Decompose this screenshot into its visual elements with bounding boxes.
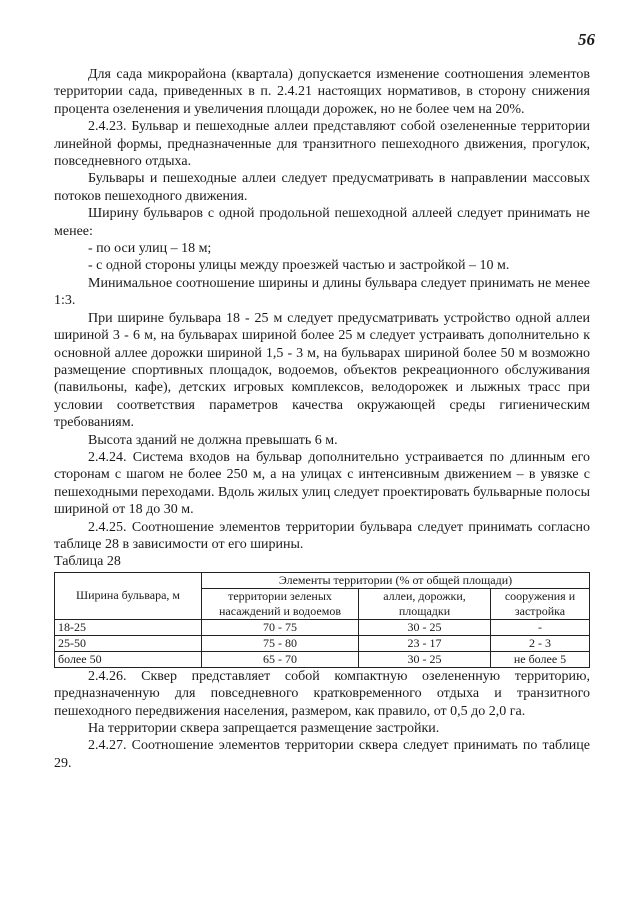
paragraph: 2.4.25. Соотношение элементов территории бульвара следует принимать согласно таблице 28 в зависимости от его ширины. xyxy=(54,519,590,552)
document-body xyxy=(54,66,590,772)
paragraph: Минимальное соотношение ширины и длины бульвара следует принимать не менее 1:3. xyxy=(54,275,590,309)
table-row xyxy=(55,635,590,651)
table-cell: 65 - 70 xyxy=(202,651,359,667)
paragraph: При ширине бульвара 18 - 25 м следует предусматривать устройство одной аллеи шириной 3 - 6 м, на бульварах шириной более 25 м следует устраивать дополнительно к основной аллее дорожки шириной 1,5 - 3 м, на бульварах шириной более 50 м возможно размещение спортивных площадок, водоемов, объектов рекреационного обслуживания (павильоны, кафе), детских игровых комплексов, велодорожек и лыжных трасс при условии соответствия параметров качества окружающей среды гигиеническим требованиям. xyxy=(54,310,590,431)
table-cell: 30 - 25 xyxy=(359,651,491,667)
paragraph: 2.4.27. Соотношение элементов территории сквера следует принимать по таблице 29. xyxy=(54,738,590,771)
table-cell: 30 - 25 xyxy=(359,619,491,635)
paragraph: На территории сквера запрещается размещение застройки. xyxy=(88,721,440,736)
list-item: - по оси улиц – 18 м; xyxy=(88,241,212,257)
column-header-green: территории зеленых насаждений и водоемов xyxy=(202,588,359,619)
table-cell: 23 - 17 xyxy=(359,635,491,651)
table-cell: 25-50 xyxy=(55,635,202,651)
table-cell: 75 - 80 xyxy=(202,635,359,651)
table-cell: 2 - 3 xyxy=(491,635,590,651)
table-row xyxy=(55,651,590,667)
list-item: - с одной стороны улицы между проезжей частью и застройкой – 10 м. xyxy=(88,258,510,274)
table-caption: Таблица 28 xyxy=(54,554,121,570)
table-cell: 70 - 75 xyxy=(202,619,359,635)
paragraph: 2.4.23. Бульвар и пешеходные аллеи представляют собой озелененные территории линейной формы, предназначенные для транзитного пешеходного движения, прогулок, повседневного отдыха. xyxy=(54,119,590,170)
column-header-buildings: сооружения и застройка xyxy=(491,588,590,619)
table-cell: 18-25 xyxy=(55,619,202,635)
table-cell: более 50 xyxy=(55,651,202,667)
table-cell: - xyxy=(491,619,590,635)
paragraph: Ширину бульваров с одной продольной пешеходной аллеей следует принимать не менее: xyxy=(54,206,590,239)
table-cell: не более 5 xyxy=(491,651,590,667)
page-number: 56 xyxy=(578,30,595,49)
paragraph: 2.4.26. Сквер представляет собой компактную озелененную территорию, предназначенную для повседневного кратковременного отдыха и транзитного пешеходного передвижения населения, размером, как правило, от 0,5 до 2,0 га. xyxy=(54,668,590,719)
paragraph: Высота зданий не должна превышать 6 м. xyxy=(88,432,338,448)
column-header-width: Ширина бульвара, м xyxy=(55,572,202,619)
table-28 xyxy=(54,572,590,668)
paragraph: Бульвары и пешеходные аллеи следует предусматривать в направлении массовых потоков пешеходного движения. xyxy=(54,171,590,204)
paragraph: Для сада микрорайона (квартала) допускается изменение соотношения элементов территории сада, приведенных в п. 2.4.21 настоящих нормативов, в сторону снижения процента озеленения и увеличения площади дорожек, но не более чем на 20%. xyxy=(54,67,590,117)
table-row xyxy=(55,619,590,635)
group-header: Элементы территории (% от общей площади) xyxy=(202,572,590,588)
column-header-alleys: аллеи, дорожки, площадки xyxy=(359,588,491,619)
paragraph: 2.4.24. Система входов на бульвар дополнительно устраивается по длинным его сторонам с шагом не более 250 м, а на улицах с интенсивным движением – в увязке с пешеходными переходами. Вдоль жилых улиц следует проектировать бульварные полосы шириной от 18 до 30 м. xyxy=(54,449,590,518)
